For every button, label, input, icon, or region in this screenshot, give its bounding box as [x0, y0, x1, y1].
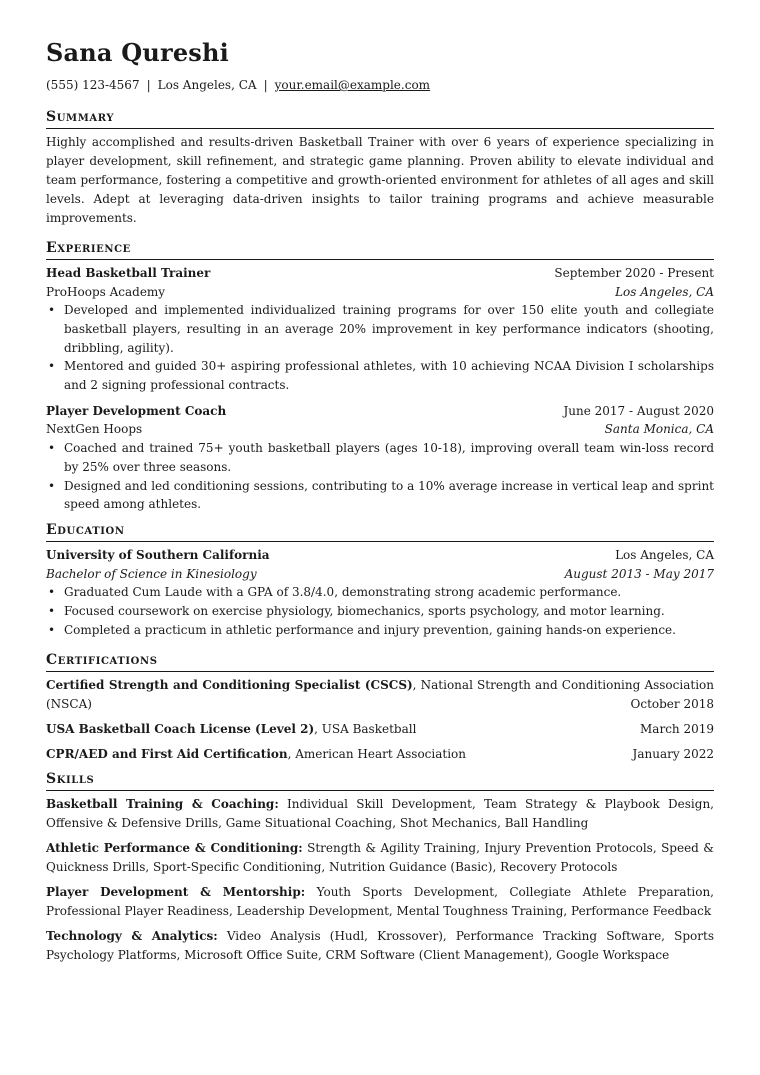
job-bullets	[46, 439, 714, 514]
skill-label: Basketball Training & Coaching:	[46, 796, 279, 811]
section-title-skills: Skills	[46, 770, 714, 791]
school-location: Los Angeles, CA	[615, 548, 714, 563]
skill-label: Technology & Analytics:	[46, 928, 218, 943]
degree: Bachelor of Science in Kinesiology	[46, 566, 257, 581]
phone: (555) 123-4567	[46, 78, 140, 92]
bullet-item: • Focused coursework on exercise physiology, biomechanics, sports psychology, and motor learning.	[64, 602, 714, 621]
contact-line	[46, 76, 714, 94]
education-section	[46, 521, 714, 639]
job-entry	[46, 264, 714, 395]
section-title-education: Education	[46, 521, 714, 542]
education-dates: August 2013 - May 2017	[564, 566, 714, 581]
job-role: Head Basketball Trainer	[46, 266, 211, 280]
certification-item	[46, 676, 714, 714]
bullet-item: • Coached and trained 75+ youth basketball players (ages 10-18), improving overall team win-loss record by 25% over three seasons.	[64, 439, 714, 477]
section-title-certifications: Certifications	[46, 651, 714, 672]
job-entry	[46, 402, 714, 514]
certifications-section	[46, 651, 714, 764]
certification-date: October 2018	[630, 696, 714, 711]
certification-name: USA Basketball Coach License (Level 2)	[46, 721, 315, 736]
certification-name: CPR/AED and First Aid Certification	[46, 746, 288, 761]
school-name: University of Southern California	[46, 548, 270, 563]
contact-separator: |	[146, 78, 151, 92]
education-bullets	[46, 583, 714, 639]
bullet-item: • Completed a practicum in athletic performance and injury prevention, gaining hands-on experience.	[64, 621, 714, 640]
skills-section	[46, 770, 714, 965]
certification-issuer: , American Heart Association	[287, 746, 467, 761]
bullet-item: • Graduated Cum Laude with a GPA of 3.8/4.0, demonstrating strong academic performance.	[64, 583, 714, 602]
experience-section	[46, 239, 714, 514]
certification-item	[46, 745, 714, 764]
job-company: ProHoops Academy	[46, 284, 166, 299]
skill-group	[46, 839, 714, 877]
bullet-item: • Mentored and guided 30+ aspiring professional athletes, with 10 achieving NCAA Division I scholarships and 2 signing professional contracts.	[64, 357, 714, 395]
skill-text: Strength & Agility Training, Injury Prevention Protocols, Speed & Quickness Drills, Sport-Specific Conditioning, Nutrition Guidance (Basic), Recovery Protocols	[46, 840, 714, 874]
summary-text: Highly accomplished and results-driven Basketball Trainer with over 6 years of experience specializing in player development, skill refinement, and strategic game planning. Proven ability to elevate individual and team performance, fostering a competitive and growth-oriented environment for athletes of all ages and skill levels. Adept at leveraging data-driven insights to tailor training programs and achieve measurable improvements.	[46, 135, 714, 225]
location: Los Angeles, CA	[157, 78, 257, 92]
job-bullets	[46, 301, 714, 395]
candidate-name: Sana Qureshi	[46, 38, 229, 67]
bullet-item: • Developed and implemented individualized training programs for over 150 elite youth and collegiate basketball players, resulting in an average 20% improvement in key performance indicators (shooting, dribbling, agility).	[64, 301, 714, 357]
certification-issuer: , National Strength and Conditioning Association (NSCA)	[46, 677, 714, 711]
job-company: NextGen Hoops	[46, 422, 143, 437]
email-link[interactable]: your.email@example.com	[274, 78, 431, 92]
certification-item	[46, 720, 714, 739]
skill-group	[46, 795, 714, 833]
job-location: Santa Monica, CA	[604, 422, 714, 437]
skill-text: Youth Sports Development, Collegiate Athlete Preparation, Professional Player Readiness, Leadership Development, Mental Toughness Training, Performance Feedback	[46, 884, 714, 918]
section-title-experience: Experience	[46, 239, 714, 260]
job-dates: June 2017 - August 2020	[563, 403, 714, 418]
bullet-item: • Designed and led conditioning sessions, contributing to a 10% average increase in vertical leap and sprint speed among athletes.	[64, 477, 714, 515]
certification-issuer: , USA Basketball	[314, 721, 417, 736]
certification-date: March 2019	[640, 721, 714, 736]
skill-group	[46, 927, 714, 965]
contact-separator: |	[263, 78, 268, 92]
certification-date: January 2022	[632, 746, 714, 761]
section-title-summary: Summary	[46, 108, 714, 129]
skill-label: Player Development & Mentorship:	[46, 884, 306, 899]
job-location: Los Angeles, CA	[615, 284, 714, 299]
skill-label: Athletic Performance & Conditioning:	[46, 840, 303, 855]
summary-section	[46, 108, 714, 228]
job-role: Player Development Coach	[46, 403, 227, 418]
certification-name: Certified Strength and Conditioning Specialist (CSCS)	[46, 677, 413, 692]
job-dates: September 2020 - Present	[554, 266, 714, 280]
skill-text: Individual Skill Development, Team Strategy & Playbook Design, Offensive & Defensive Drills, Game Situational Coaching, Shot Mechanics, Ball Handling	[46, 796, 714, 830]
resume-page	[46, 36, 714, 971]
skill-text: Video Analysis (Hudl, Krossover), Performance Tracking Software, Sports Psychology Platforms, Microsoft Office Suite, CRM Software (Client Management), Google Workspace	[46, 928, 714, 962]
skill-group	[46, 883, 714, 921]
